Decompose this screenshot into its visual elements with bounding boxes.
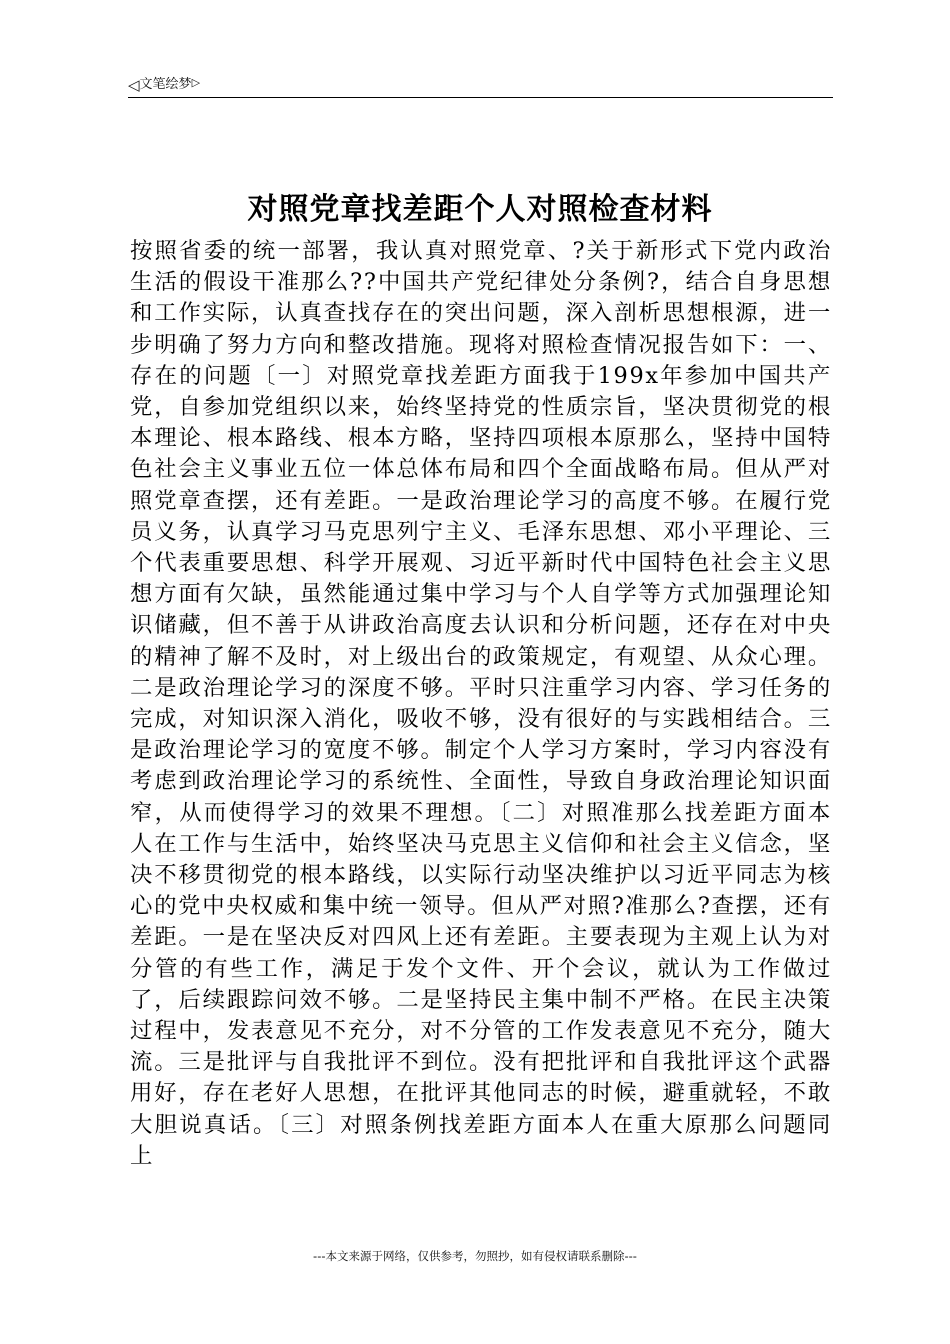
left-triangle-icon: ◁ xyxy=(128,76,140,94)
footer-notice: ---本文来源于网络，仅供参考，勿照抄，如有侵权请联系删除--- xyxy=(313,1249,637,1263)
right-triangle-icon: ▷ xyxy=(191,76,201,89)
document-title: 对照党章找差距个人对照检查材料 xyxy=(247,192,713,227)
document-body: 按照省委的统一部署，我认真对照党章、?关于新形式下党内政治生活的假设干准那么??中国共产党纪律处分条例?，结合自身思想和工作实际，认真查找存在的突出问题，深入剖析思想根源，进一步明确了努力方向和整改措施。现将对照检查情况报告如下：一、存在的问题〔一〕对照党章找差距方面我于199x年参加中国共产党，自参加党组织以来，始终坚持党的性质宗旨，坚决贯彻党的根本理论、根本路线、根本方略，坚持四项根本原那么，坚持中国特色社会主义事业五位一体总体布局和四个全面战略布局。但从严对照党章查摆，还有差距。一是政治理论学习的高度不够。在履行党员义务，认真学习马克思列宁主义、毛泽东思想、邓小平理论、三个代表重要思想、科学开展观、习近平新时代中国特色社会主义思想方面有欠缺，虽然能通过集中学习与个人自学等方式加强理论知识储藏，但不善于从讲政治高度去认识和分析问题，还存在对中央的精神了解不及时，对上级出台的政策规定，有观望、从众心理。二是政治理论学习的深度不够。平时只注重学习内容、学习任务的完成，对知识深入消化，吸收不够，没有很好的与实践相结合。三是政治理论学习的宽度不够。制定个人学习方案时，学习内容没有考虑到政治理论学习的系统性、全面性，导致自身政治理论知识面窄，从而使得学习的效果不理想。〔二〕对照准那么找差距方面本人在工作与生活中，始终坚决马克思主义信仰和社会主义信念，坚决不移贯彻党的根本路线，以实际行动坚决维护以习近平同志为核心的党中央权威和集中统一领导。但从严对照?准那么?查摆，还有差距。一是在坚决反对四风上还有差距。主要表现为主观上认为对分管的有些工作，满足于发个文件、开个会议，就认为工作做过了，后续跟踪问效不够。二是坚持民主集中制不严格。在民主决策过程中，发表意见不充分，对不分管的工作发表意见不充分，随大流。三是批评与自我批评不到位。没有把批评和自我批评这个武器用好，存在老好人思想，在批评其他同志的时候，避重就轻，不敢大胆说真话。〔三〕对照条例找差距方面本人在重大原那么问题同上 xyxy=(130,238,832,1169)
header-divider xyxy=(128,97,833,98)
header-label: 文笔绘梦 xyxy=(139,77,192,92)
page-header xyxy=(128,74,832,98)
